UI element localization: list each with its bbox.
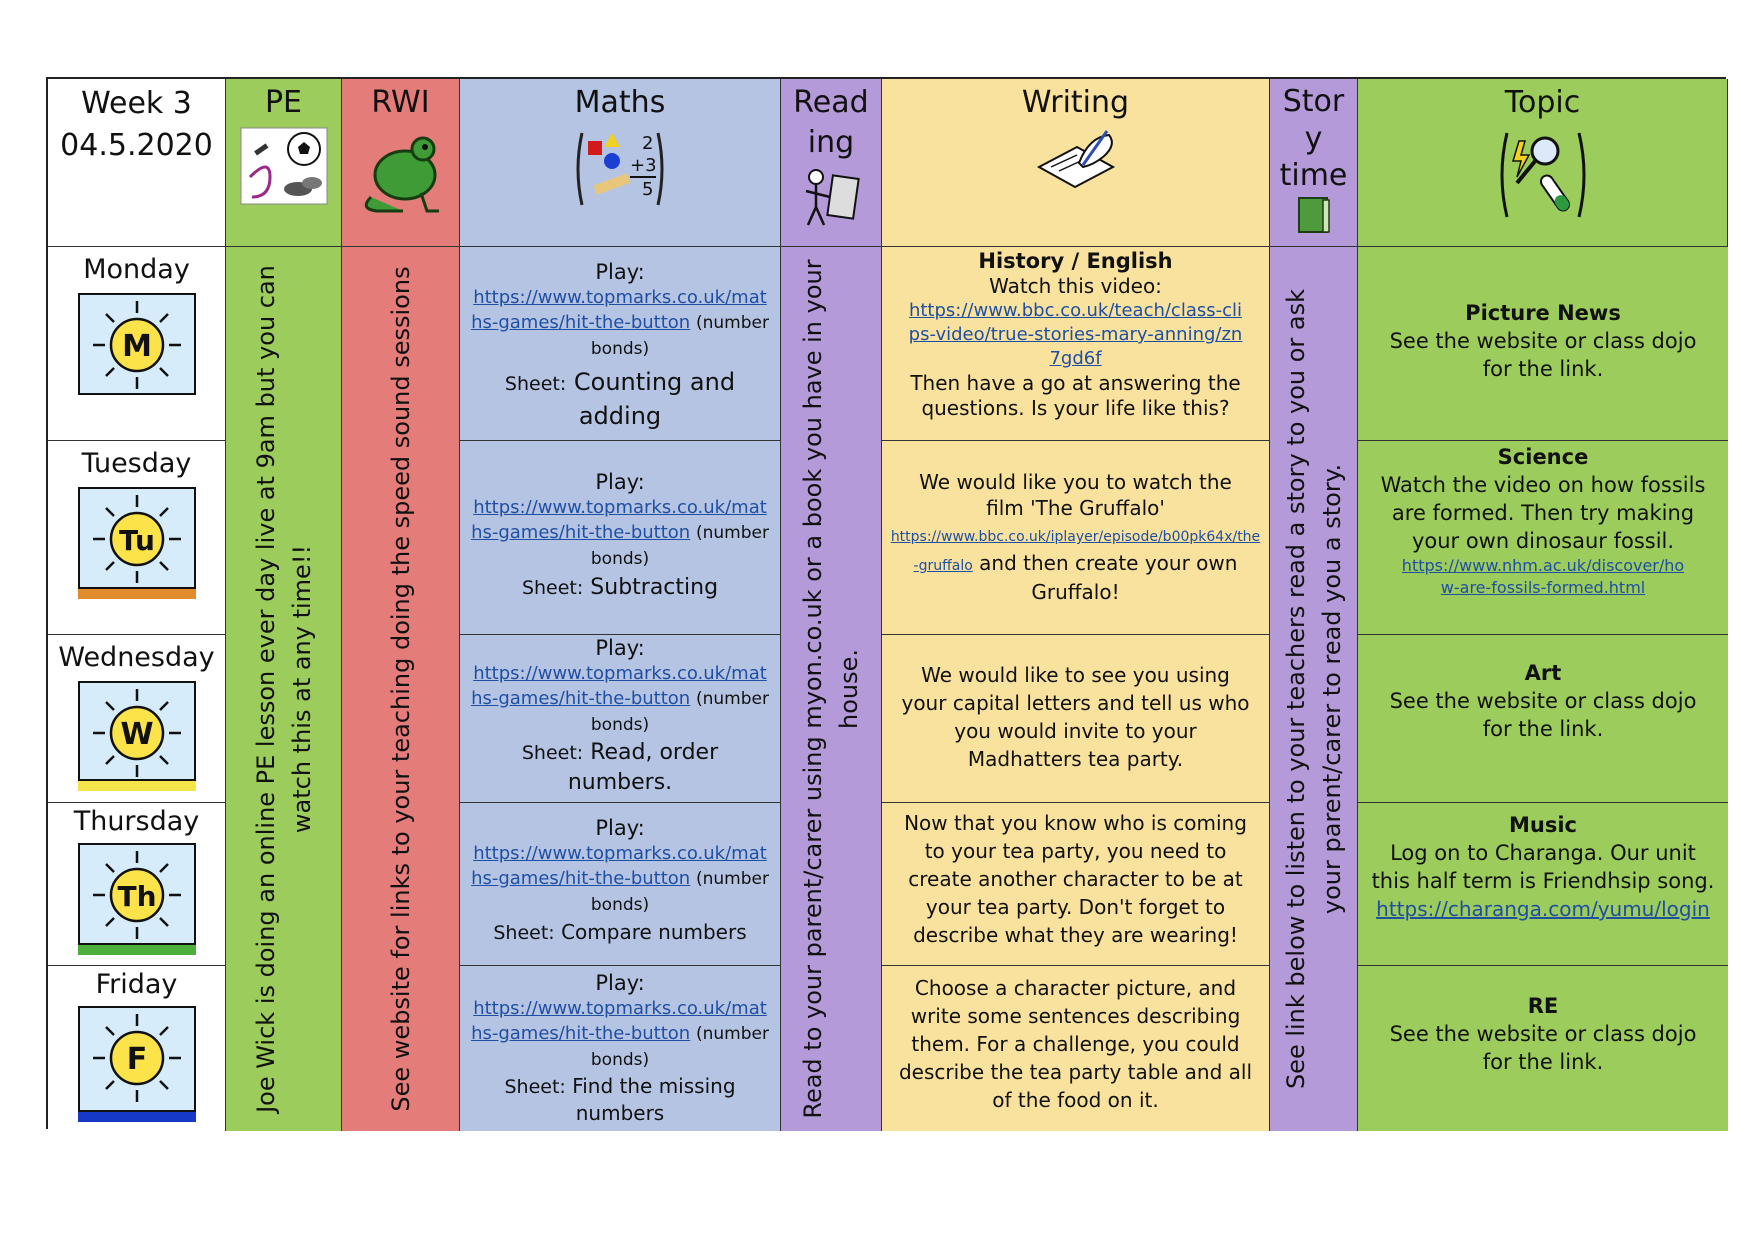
frog-icon [353, 127, 449, 217]
maths-sheet: Read, order numbers. [567, 740, 719, 795]
maths-link[interactable]: https://www.topmarks.co.uk/maths-games/hit-the-button [471, 663, 767, 709]
topic-link[interactable]: https://www.nhm.ac.uk/discover/how-are-fossils-formed.html [1401, 556, 1685, 597]
maths-note: (number bonds) [590, 689, 769, 735]
topic-text: Log on to Charanga. Our unit this half term is Friendhsip song. [1371, 841, 1715, 893]
maths-play-label: Play: [595, 470, 645, 494]
topic-text: Watch the video on how fossils are formed. Then try making your own dinosaur fossil. [1380, 473, 1706, 553]
writing-title: History / English [978, 249, 1173, 273]
sun-icon [78, 681, 196, 791]
rwi-cell [342, 247, 460, 1131]
day-thursday [48, 803, 226, 966]
day-wednesday [48, 635, 226, 803]
reading-header [781, 79, 882, 247]
day-color-bar [78, 1110, 196, 1122]
pe-title: PE [264, 85, 303, 120]
pe-sports-icon [240, 127, 328, 205]
day-color-bar [78, 393, 196, 405]
day-name: Friday [95, 969, 178, 1000]
writing-tuesday [882, 441, 1270, 635]
svg-text:5: 5 [642, 179, 654, 200]
writing-film-link[interactable]: https://www.bbc.co.uk/iplayer/episode/b00pk64x/the-gruffalo [890, 529, 1261, 574]
maths-note: (number bonds) [590, 313, 769, 359]
maths-tuesday [460, 441, 781, 635]
day-friday [48, 966, 226, 1131]
rwi-header [342, 79, 460, 247]
svg-text:2: 2 [642, 133, 654, 154]
maths-sheet-label: Sheet: [521, 742, 584, 764]
reading-text: Read to your parent/carer using myon.co.uk or a book you have in your house. [799, 259, 863, 1119]
maths-sheet: Compare numbers [561, 920, 747, 944]
writing-task: Choose a character picture, and write some sentences describing them. For a challenge, you could describe the tea party table and all of the food on it. [898, 976, 1253, 1112]
maths-play-label: Play: [595, 260, 645, 284]
maths-sheet-label: Sheet: [521, 577, 584, 599]
maths-play-label: Play: [595, 636, 645, 660]
maths-sheet-label: Sheet: [504, 1076, 566, 1098]
day-name: Tuesday [81, 448, 192, 479]
story-cell [1270, 247, 1358, 1131]
writing-friday [882, 966, 1270, 1131]
topic-science-icon [1495, 127, 1591, 223]
sun-letter: Th [116, 880, 157, 913]
sun-letter: F [126, 1042, 147, 1077]
maths-monday [460, 247, 781, 441]
topic-text: See the website or class dojo for the link. [1389, 689, 1697, 741]
topic-header [1358, 79, 1728, 247]
sun-letter: Tu [118, 524, 155, 557]
writing-task: and then create your own Gruffalo! [979, 551, 1238, 604]
pe-cell [226, 247, 342, 1131]
maths-sheet-label: Sheet: [493, 922, 555, 944]
maths-note: (number bonds) [590, 869, 769, 915]
story-text: See link below to listen to your teachers read a story to you or ask your parent/carer to read you a story. [1281, 288, 1346, 1090]
maths-link[interactable]: https://www.topmarks.co.uk/maths-games/hit-the-button [471, 497, 767, 543]
day-color-bar [78, 943, 196, 955]
maths-header [460, 79, 781, 247]
timetable-grid [46, 77, 1726, 1129]
maths-sheet: Subtracting [590, 575, 719, 600]
topic-title: Music [1509, 813, 1577, 837]
reading-cell [781, 247, 882, 1131]
sun-letter: W [119, 717, 154, 752]
day-color-bar [78, 779, 196, 791]
maths-friday [460, 966, 781, 1131]
topic-title: Topic [1504, 85, 1581, 120]
writing-intro: Watch this video: [989, 274, 1162, 298]
sun-icon [78, 1006, 196, 1122]
writing-video-link[interactable]: https://www.bbc.co.uk/teach/class-clips-video/true-stories-mary-anning/zn7gd6f [908, 300, 1243, 369]
rwi-text: See website for links to your teaching doing the speed sound sessions [386, 266, 415, 1112]
writing-hand-icon [1033, 127, 1119, 191]
maths-play-label: Play: [595, 971, 645, 995]
story-title: Stor y time [1279, 84, 1348, 193]
topic-text: See the website or class dojo for the link. [1389, 329, 1697, 381]
maths-sheet-label: Sheet: [504, 373, 567, 395]
day-tuesday [48, 441, 226, 635]
sun-icon [78, 293, 196, 405]
maths-sheet: Counting and adding [573, 368, 736, 430]
maths-title: Maths [574, 85, 666, 120]
story-header [1270, 79, 1358, 247]
topic-title: RE [1527, 994, 1559, 1018]
topic-friday [1358, 966, 1728, 1131]
maths-play-label: Play: [595, 816, 645, 840]
maths-link[interactable]: https://www.topmarks.co.uk/maths-games/hit-the-button [471, 287, 767, 333]
topic-title: Science [1497, 445, 1589, 469]
writing-task: Then have a go at answering the questions. Is your life like this? [910, 371, 1241, 420]
writing-monday [882, 247, 1270, 441]
book-icon [1297, 196, 1331, 234]
writing-intro: We would like you to watch the film 'The Gruffalo' [919, 470, 1232, 520]
sun-letter: M [121, 329, 152, 364]
topic-text: See the website or class dojo for the link. [1389, 1022, 1697, 1074]
maths-sheet: Find the missing numbers [572, 1074, 736, 1125]
sun-icon [78, 843, 196, 955]
topic-wednesday [1358, 635, 1728, 803]
maths-link[interactable]: https://www.topmarks.co.uk/maths-games/hit-the-button [471, 998, 767, 1044]
writing-task: We would like to see you using your capital letters and tell us who you would invite to your Madhatters tea party. [901, 663, 1250, 771]
day-monday [48, 247, 226, 441]
sun-icon [78, 487, 196, 599]
writing-wednesday [882, 635, 1270, 803]
topic-tuesday [1358, 441, 1728, 635]
topic-title: Picture News [1465, 301, 1621, 325]
pe-header [226, 79, 342, 247]
maths-thursday [460, 803, 781, 966]
reading-child-icon [800, 167, 862, 229]
maths-sum-icon [572, 127, 668, 211]
maths-link[interactable]: https://www.topmarks.co.uk/maths-games/hit-the-button [471, 843, 767, 889]
maths-wednesday [460, 635, 781, 803]
week-label: Week 3 [81, 86, 192, 121]
maths-note: (number bonds) [590, 523, 769, 569]
topic-monday [1358, 247, 1728, 441]
topic-title: Art [1524, 661, 1562, 685]
writing-title: Writing [1021, 85, 1130, 120]
svg-text:+3: +3 [630, 155, 657, 176]
writing-thursday [882, 803, 1270, 966]
maths-note: (number bonds) [590, 1024, 769, 1070]
topic-link[interactable]: https://charanga.com/yumu/login [1376, 897, 1710, 921]
writing-task: Now that you know who is coming to your tea party, you need to create another character to be at your tea party. Don't forget to describe what they are wearing! [904, 811, 1247, 947]
day-name: Monday [83, 254, 190, 285]
reading-title: Read ing [793, 85, 869, 160]
day-name: Thursday [73, 806, 200, 837]
week-date: 04.5.2020 [60, 128, 213, 163]
rwi-title: RWI [371, 85, 430, 120]
day-name: Wednesday [58, 642, 215, 673]
day-color-bar [78, 587, 196, 599]
topic-thursday [1358, 803, 1728, 966]
week-header [48, 79, 226, 247]
writing-header [882, 79, 1270, 247]
pe-text: Joe Wick is doing an online PE lesson ever day live at 9am but you can watch this at any time!! [251, 265, 316, 1113]
